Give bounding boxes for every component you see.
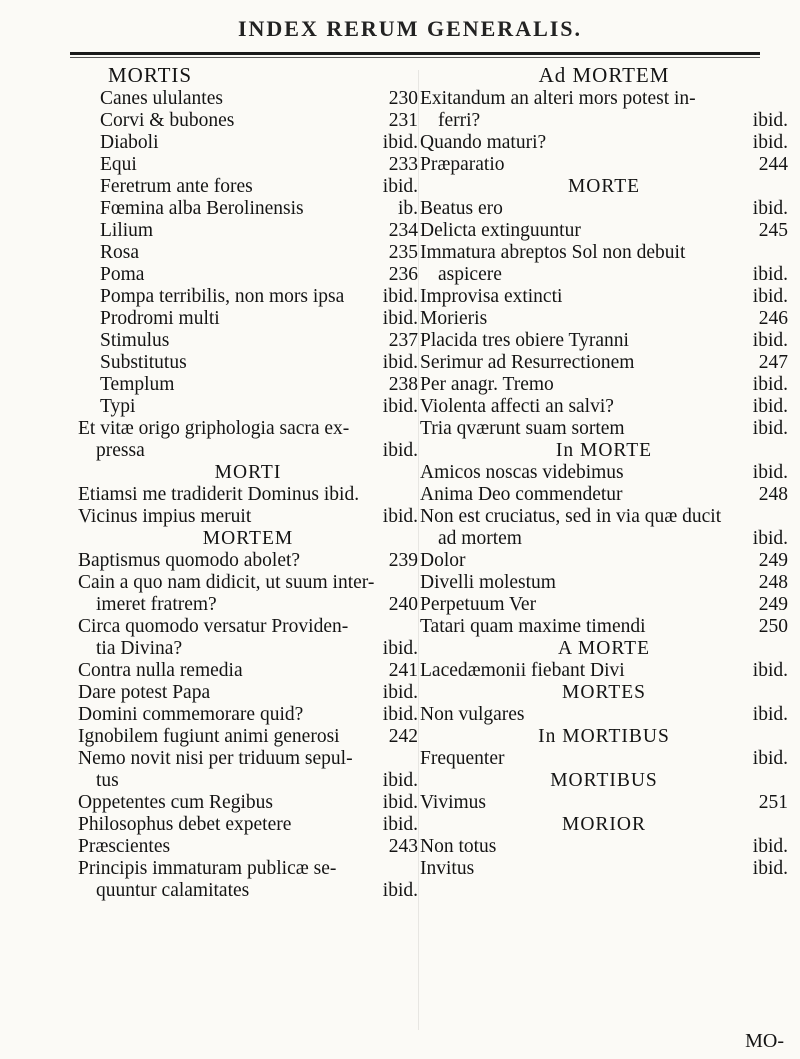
index-entry [78, 440, 418, 462]
entry-text: Feretrum ante fores [100, 176, 253, 197]
running-title: INDEX RERUM GENERALIS. [237, 16, 583, 41]
index-entry [420, 374, 788, 396]
index-entry [420, 132, 788, 154]
entry-text: tia Divina? [96, 638, 183, 659]
entry-page-ref: 230 [388, 88, 418, 109]
entry-text: Tatari quam maxime timendi [420, 616, 646, 637]
entry-page-ref: 246 [758, 308, 788, 329]
entry-page-ref: 239 [388, 550, 418, 571]
entry-page-ref: ibid. [752, 858, 788, 879]
index-entry [420, 286, 788, 308]
catchword: MO- [745, 1030, 784, 1052]
index-entry [420, 330, 788, 352]
index-subheading [420, 814, 788, 836]
entry-page-ref: 233 [388, 154, 418, 175]
index-entry [78, 220, 418, 242]
index-entry [78, 792, 418, 814]
index-entry [78, 110, 418, 132]
index-entry [78, 352, 418, 374]
index-subheading [420, 638, 788, 660]
index-entry [78, 836, 418, 858]
entry-text: Typi [100, 396, 136, 417]
index-entry [78, 770, 418, 792]
header-rule-thin [70, 57, 760, 58]
index-entry [78, 330, 418, 352]
entry-text: MORTEM [202, 528, 294, 549]
index-entry [420, 264, 788, 286]
entry-page-ref: ibid. [752, 660, 788, 681]
entry-page-ref: 241 [388, 660, 418, 681]
index-entry [78, 396, 418, 418]
entry-text: Delicta extinguuntur [420, 220, 581, 241]
index-entry [420, 792, 788, 814]
index-entry [420, 660, 788, 682]
entry-page-ref: 237 [388, 330, 418, 351]
entry-text: MORTIBUS [550, 770, 658, 791]
entry-page-ref: ibid. [382, 132, 418, 153]
entry-page-ref: ibid. [752, 462, 788, 483]
entry-page-ref: ibid. [752, 286, 788, 307]
entry-text: MORTES [562, 682, 646, 703]
entry-page-ref: ibid. [752, 198, 788, 219]
index-entry [78, 198, 418, 220]
entry-text: Canes ululantes [100, 88, 223, 109]
entry-text: Vicinus impius meruit [78, 506, 252, 527]
entry-page-ref [414, 616, 418, 638]
entry-page-ref [414, 484, 418, 506]
entry-text: Lacedæmonii fiebant Divi [420, 660, 625, 681]
entry-text: Non est cruciatus, sed in via quæ ducit [420, 506, 722, 527]
entry-text: Lilium [100, 220, 154, 241]
entry-text: A MORTE [558, 638, 650, 659]
entry-page-ref [414, 748, 418, 770]
entry-text: MORIOR [561, 814, 646, 835]
index-entry [78, 88, 418, 110]
entry-text: Ignobilem fugiunt animi generosi [78, 726, 340, 747]
entry-text: Dolor [420, 550, 466, 571]
index-entry [78, 726, 418, 748]
index-entry [420, 308, 788, 330]
index-entry [78, 506, 418, 528]
entry-text: MORTE [567, 176, 641, 197]
index-entry [420, 418, 788, 440]
entry-page-ref: ibid. [752, 330, 788, 351]
index-entry [420, 594, 788, 616]
entry-page-ref: ibid. [752, 374, 788, 395]
index-entry [78, 704, 418, 726]
entry-text: Oppetentes cum Regibus [78, 792, 273, 813]
entry-page-ref: ibid. [382, 682, 418, 703]
entry-text: Placida tres obiere Tyranni [420, 330, 629, 351]
entry-text: imeret fratrem? [96, 594, 217, 615]
entry-page-ref [414, 418, 418, 440]
entry-text: Templum [100, 374, 175, 395]
entry-text: Invitus [420, 858, 475, 879]
index-entry [78, 660, 418, 682]
entry-text: Vivimus [420, 792, 487, 813]
entry-text: MORTI [214, 462, 282, 483]
entry-page-ref: ibid. [752, 748, 788, 769]
entry-text: Exitandum an alteri mors potest in- [420, 88, 696, 109]
entry-text: Circa quomodo versatur Providen- [78, 616, 349, 637]
entry-page-ref: 231 [388, 110, 418, 131]
entry-text: Poma [100, 264, 145, 285]
index-entry [78, 484, 418, 506]
index-entry [78, 858, 418, 880]
header-rule [70, 52, 760, 55]
entry-page-ref: ibid. [752, 396, 788, 417]
entry-page-ref: ibid. [752, 132, 788, 153]
entry-text: Stimulus [100, 330, 170, 351]
entry-page-ref: ibid. [382, 770, 418, 791]
entry-page-ref: 234 [388, 220, 418, 241]
index-entry [78, 264, 418, 286]
entry-page-ref: ibid. [382, 704, 418, 725]
entry-page-ref: 249 [758, 550, 788, 571]
entry-text: Etiamsi me tradiderit Dominus ibid. [78, 484, 360, 505]
entry-page-ref: 235 [388, 242, 418, 263]
index-entry [420, 110, 788, 132]
entry-text: Præscientes [78, 836, 171, 857]
entry-page-ref: ibid. [752, 418, 788, 439]
entry-page-ref: 247 [758, 352, 788, 373]
index-subheading [420, 770, 788, 792]
index-entry [420, 220, 788, 242]
entry-text: Quando maturi? [420, 132, 547, 153]
index-entry [78, 594, 418, 616]
entry-text: Rosa [100, 242, 139, 263]
entry-text: In MORTIBUS [538, 726, 670, 747]
index-entry [420, 550, 788, 572]
entry-text: ad mortem [438, 528, 522, 549]
entry-page-ref: ibid. [382, 440, 418, 461]
index-entry [78, 242, 418, 264]
entry-text: Tria qværunt suam sortem [420, 418, 625, 439]
entry-text: Anima Deo commendetur [420, 484, 623, 505]
entry-page-ref: 248 [758, 572, 788, 593]
entry-text: Pompa terribilis, non mors ipsa [100, 286, 345, 307]
entry-text: Morieris [420, 308, 488, 329]
entry-page-ref: 243 [388, 836, 418, 857]
index-entry [420, 836, 788, 858]
entry-page-ref: 248 [758, 484, 788, 505]
index-entry [78, 638, 418, 660]
entry-text: pressa [96, 440, 145, 461]
index-entry [420, 396, 788, 418]
right-column-heading: Ad MORTEM [538, 63, 670, 87]
left-entry-list [78, 88, 418, 902]
entry-text: Immatura abreptos Sol non debuit [420, 242, 686, 263]
entry-text: Et vitæ origo griphologia sacra ex- [78, 418, 350, 439]
entry-text: aspicere [438, 264, 502, 285]
entry-page-ref: 249 [758, 594, 788, 615]
entry-text: Diaboli [100, 132, 159, 153]
index-entry [78, 176, 418, 198]
entry-text: Non totus [420, 836, 497, 857]
index-subheading [420, 682, 788, 704]
index-entry [78, 550, 418, 572]
entry-page-ref: ibid. [382, 396, 418, 417]
entry-text: Domini commemorare quid? [78, 704, 304, 725]
entry-page-ref: ibid. [382, 814, 418, 835]
entry-page-ref: 240 [388, 594, 418, 615]
index-entry [420, 484, 788, 506]
entry-page-ref [784, 88, 788, 110]
index-entry [420, 462, 788, 484]
entry-page-ref: ibid. [382, 880, 418, 901]
entry-text: Divelli molestum [420, 572, 556, 593]
entry-text: Baptismus quomodo abolet? [78, 550, 301, 571]
index-subheading [420, 726, 788, 748]
index-entry [78, 132, 418, 154]
index-entry [420, 572, 788, 594]
index-entry [78, 880, 418, 902]
entry-text: Beatus ero [420, 198, 503, 219]
index-entry [420, 506, 788, 528]
entry-page-ref: 238 [388, 374, 418, 395]
index-subheading [78, 462, 418, 484]
entry-page-ref: ibid. [382, 506, 418, 527]
entry-text: Fœmina alba Berolinensis [100, 198, 304, 219]
entry-page-ref: ibid. [382, 308, 418, 329]
index-entry [420, 88, 788, 110]
entry-page-ref [784, 242, 788, 264]
index-entry [78, 286, 418, 308]
entry-page-ref: ibid. [752, 704, 788, 725]
entry-page-ref: ibid. [752, 264, 788, 285]
entry-page-ref: 244 [758, 154, 788, 175]
entry-page-ref [784, 506, 788, 528]
entry-text: Principis immaturam publicæ se- [78, 858, 337, 879]
entry-page-ref: ibid. [382, 352, 418, 373]
entry-page-ref: 251 [758, 792, 788, 813]
entry-text: Substitutus [100, 352, 187, 373]
index-entry [78, 748, 418, 770]
entry-page-ref: ib. [397, 198, 418, 219]
entry-page-ref: ibid. [382, 176, 418, 197]
index-entry [78, 418, 418, 440]
index-entry [78, 308, 418, 330]
index-entry [420, 704, 788, 726]
entry-text: Contra nulla remedia [78, 660, 243, 681]
entry-text: ferri? [438, 110, 481, 131]
index-entry [420, 528, 788, 550]
entry-text: Frequenter [420, 748, 505, 769]
index-entry [420, 198, 788, 220]
index-entry [78, 682, 418, 704]
entry-text: Cain a quo nam didicit, ut suum inter- [78, 572, 375, 593]
index-entry [420, 748, 788, 770]
entry-text: In MORTE [555, 440, 653, 461]
entry-text: Præparatio [420, 154, 505, 175]
left-column [78, 62, 418, 902]
entry-page-ref: ibid. [752, 110, 788, 131]
entry-text: Amicos noscas videbimus [420, 462, 624, 483]
index-subheading [420, 440, 788, 462]
entry-text: tus [96, 770, 119, 791]
entry-text: Nemo novit nisi per triduum sepul- [78, 748, 353, 769]
entry-page-ref: 242 [388, 726, 418, 747]
index-entry [420, 858, 788, 880]
entry-page-ref: ibid. [382, 792, 418, 813]
index-entry [420, 154, 788, 176]
entry-text: Prodromi multi [100, 308, 220, 329]
index-entry [78, 374, 418, 396]
right-entry-list [420, 88, 788, 880]
left-column-heading: MORTIS [108, 63, 193, 87]
index-entry [78, 154, 418, 176]
entry-page-ref [414, 572, 418, 594]
entry-page-ref: 245 [758, 220, 788, 241]
index-subheading [78, 528, 418, 550]
entry-page-ref: ibid. [752, 836, 788, 857]
entry-page-ref: 236 [388, 264, 418, 285]
entry-text: Dare potest Papa [78, 682, 211, 703]
index-entry [420, 616, 788, 638]
entry-page-ref: ibid. [382, 638, 418, 659]
index-entry [78, 572, 418, 594]
entry-page-ref: ibid. [382, 286, 418, 307]
entry-text: Equi [100, 154, 137, 175]
entry-page-ref: 250 [758, 616, 788, 637]
entry-text: Philosophus debet expetere [78, 814, 292, 835]
index-entry [420, 352, 788, 374]
entry-page-ref: ibid. [752, 528, 788, 549]
entry-page-ref [414, 858, 418, 880]
index-subheading [420, 176, 788, 198]
right-column [420, 62, 788, 880]
entry-text: Non vulgares [420, 704, 525, 725]
entry-text: Violenta affecti an salvi? [420, 396, 614, 417]
column-gutter [418, 70, 419, 1030]
index-entry [78, 814, 418, 836]
entry-text: Corvi & bubones [100, 110, 235, 131]
entry-text: Perpetuum Ver [420, 594, 537, 615]
entry-text: Per anagr. Tremo [420, 374, 554, 395]
entry-text: Serimur ad Resurrectionem [420, 352, 635, 373]
entry-text: quuntur calamitates [96, 880, 250, 901]
index-entry [78, 616, 418, 638]
entry-text: Improvisa extincti [420, 286, 563, 307]
index-entry [420, 242, 788, 264]
